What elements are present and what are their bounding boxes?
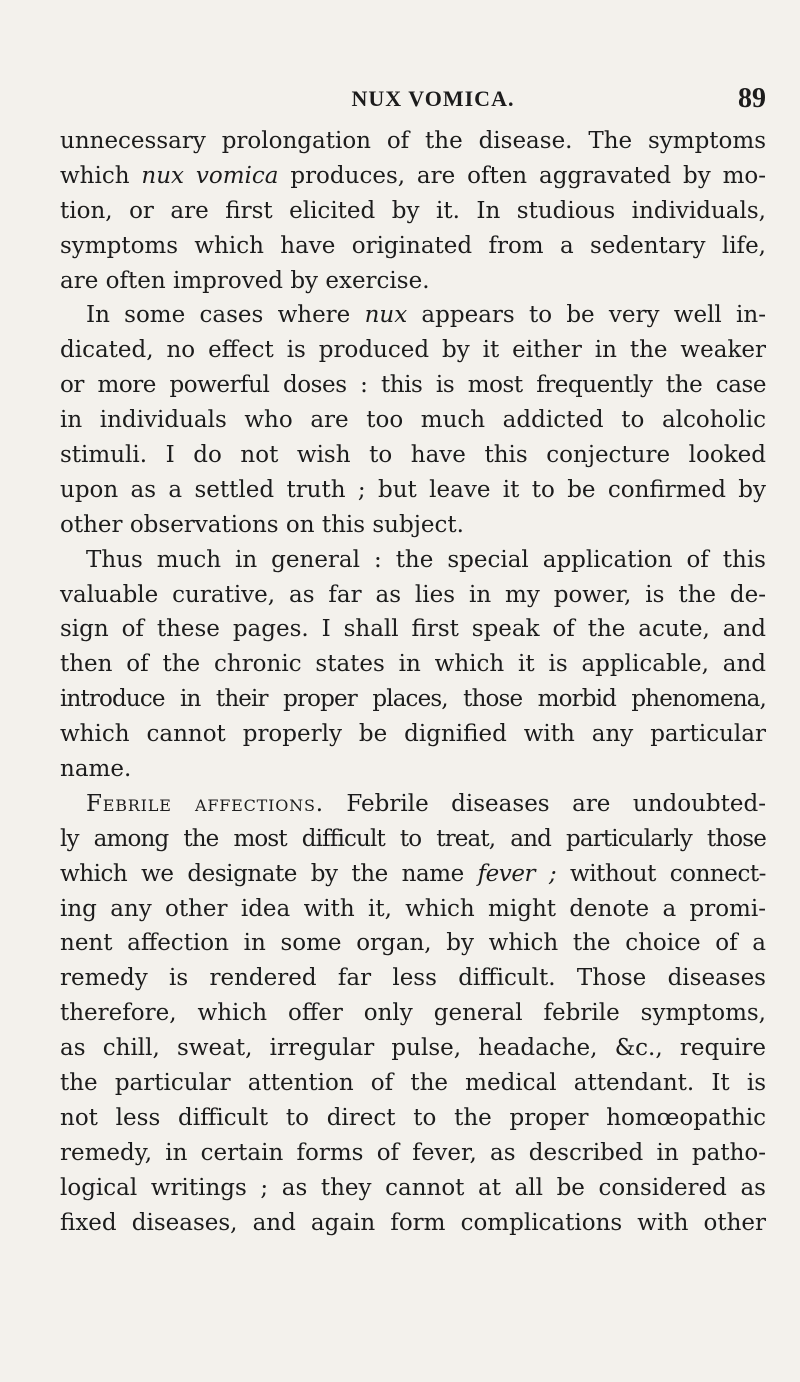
italic-term: nux vomica [141, 162, 279, 189]
section-heading: Febrile affections. [86, 790, 324, 817]
text-line: in individuals who are too much addicted to alcoholic [60, 407, 766, 434]
text-line: In some cases where nux appears to be very well in- [86, 302, 766, 329]
text-line: which nux vomica produces, are often aggravated by mo- [60, 162, 766, 189]
running-head [60, 83, 766, 118]
text-line: ing any other idea with it, which might denote a promi- [60, 895, 766, 922]
text-line: remedy is rendered far less difficult. Those diseases [60, 965, 766, 992]
text-line: sign of these pages. I shall first speak of the acute, and [60, 616, 766, 643]
text-line: introduce in their proper places, those morbid phenomena, [60, 686, 766, 713]
running-title: NUX VOMICA. [351, 86, 515, 111]
italic-term: nux [364, 302, 408, 329]
text-line: the particular attention of the medical attendant. It is [60, 1070, 766, 1097]
text-line: therefore, which offer only general febrile symptoms, [60, 1000, 766, 1027]
page-number: 89 [738, 83, 766, 114]
text-line: which cannot properly be dignified with any particular [60, 721, 766, 748]
text-line: ly among the most difficult to treat, and particularly those [60, 825, 766, 852]
italic-term: fever ; [477, 860, 557, 887]
text-line: are often improved by exercise. [60, 267, 430, 294]
text-line: not less difficult to direct to the proper homœopathic [60, 1104, 766, 1131]
text-line: unnecessary prolongation of the disease. The symptoms [60, 128, 766, 154]
text-line: which we designate by the name fever ; without connect- [60, 860, 766, 887]
text-line: fixed diseases, and again form complications with other [60, 1209, 766, 1236]
text-line: symptoms which have originated from a sedentary life, [60, 232, 766, 259]
text-line: dicated, no effect is produced by it either in the weaker [60, 337, 766, 364]
text-line: nent affection in some organ, by which the choice of a [60, 930, 766, 957]
text-line: then of the chronic states in which it is applicable, and [60, 651, 766, 678]
text-line: remedy, in certain forms of fever, as described in patho- [60, 1139, 766, 1166]
text-line: or more powerful doses : this is most frequently the case [60, 372, 766, 399]
text-line: tion, or are first elicited by it. In studious individuals, [60, 197, 766, 224]
body-text [60, 124, 766, 1241]
text-line: name. [60, 756, 132, 783]
text-line: other observations on this subject. [60, 511, 464, 538]
text-line: Febrile affections. Febrile diseases are undoubted- [86, 790, 766, 817]
text-line: logical writings ; as they cannot at all be considered as [60, 1174, 766, 1201]
text-line: upon as a settled truth ; but leave it to be confirmed by [60, 476, 766, 503]
text-line: Thus much in general : the special application of this [86, 546, 766, 573]
text-line: as chill, sweat, irregular pulse, headache, &c., require [60, 1035, 766, 1062]
text-line: stimuli. I do not wish to have this conjecture looked [60, 442, 766, 469]
text-line: valuable curative, as far as lies in my power, is the de- [60, 581, 766, 608]
